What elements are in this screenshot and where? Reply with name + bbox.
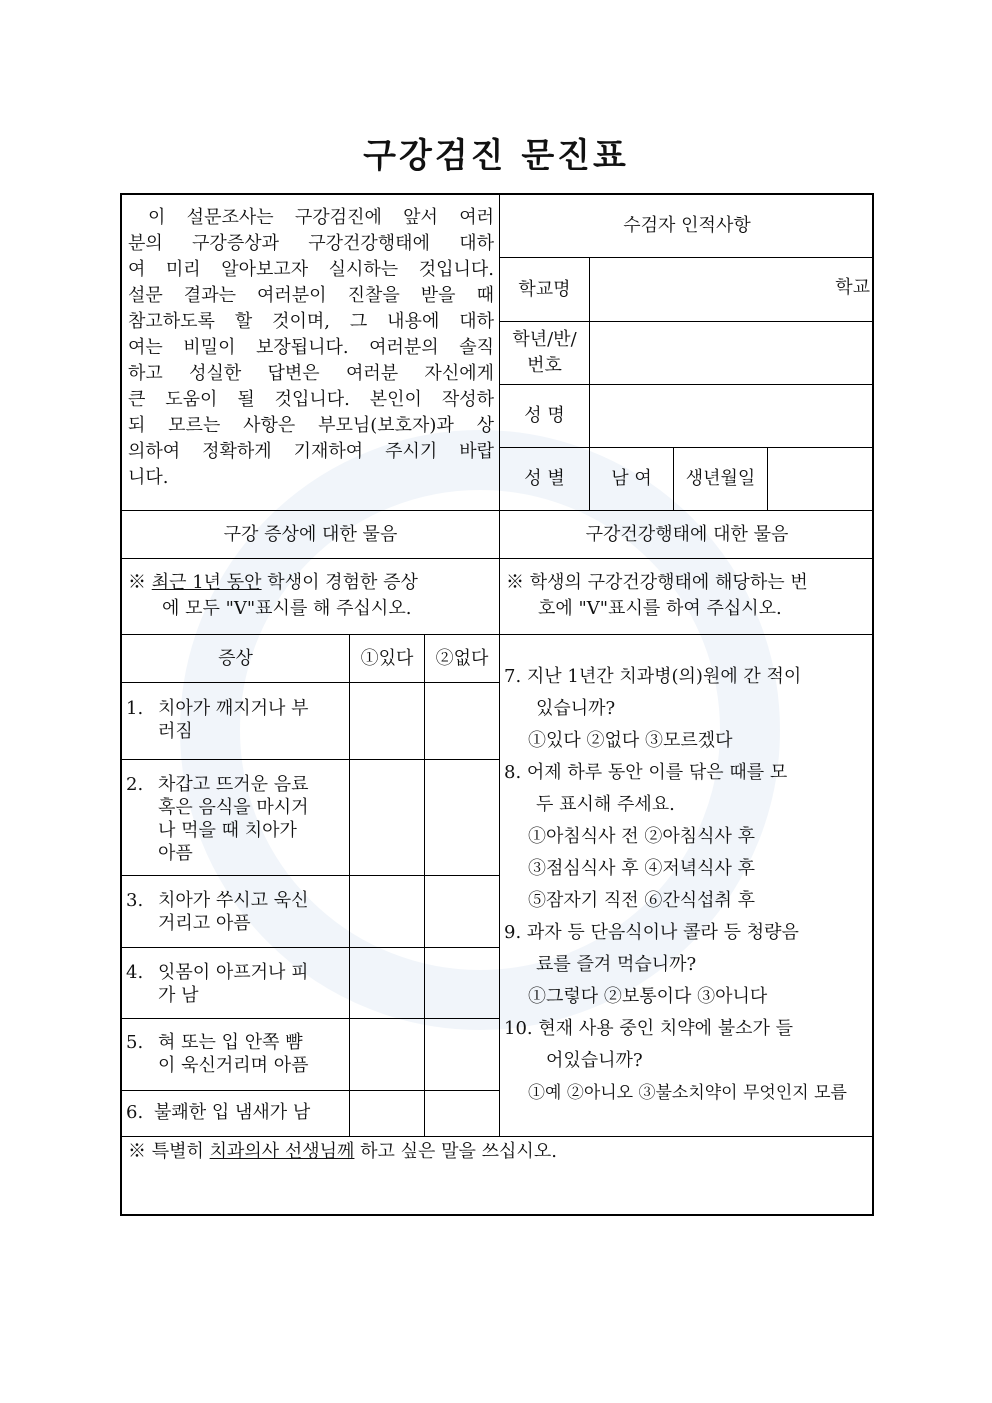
symptom-number: 2. <box>126 774 144 795</box>
symptom-text: 이 욱신거리며 아픔 <box>158 1055 309 1076</box>
name-field[interactable] <box>590 385 874 447</box>
symptom-text: 가 남 <box>158 985 199 1006</box>
comment-prompt <box>128 1139 868 1165</box>
note-rest: 학생이 경험한 증상 <box>261 572 418 593</box>
symptom-text: 치아가 쑤시고 욱신 <box>158 890 309 911</box>
comment-underlined: 치과의사 선생님께 <box>209 1141 355 1162</box>
symptom-text: 잇몸이 아프거나 피 <box>158 962 309 983</box>
symptom-text: 나 먹을 때 치아가 <box>158 820 297 841</box>
col-yes: ①있다 <box>360 647 414 669</box>
intro-line: 여는 비밀이 보장됩니다. 여러분의 솔직 <box>128 337 494 358</box>
question-text: 료를 즐겨 먹습니까? <box>536 954 697 975</box>
school-suffix: 학교 <box>835 277 870 298</box>
school-field[interactable] <box>592 275 870 301</box>
symptom-5-no-cell[interactable] <box>425 1019 499 1090</box>
birthdate-field[interactable] <box>768 448 874 510</box>
symptom-number: 6. <box>126 1102 144 1123</box>
symptom-text: 러짐 <box>158 721 193 742</box>
intro-line: 참고하도록 할 것이며, 그 내용에 대하 <box>128 311 494 332</box>
question-text: 8. 어제 하루 동안 이를 닦은 때를 모 <box>504 762 788 783</box>
name-label: 성 명 <box>524 405 565 426</box>
intro-line: 하고 성실한 답변은 여러분 자신에게 <box>128 363 494 384</box>
symptom-number: 4. <box>126 962 144 983</box>
grade-label-line1: 학년/반/ <box>512 329 577 350</box>
symptom-3-no-cell[interactable] <box>425 876 499 947</box>
symptom-1-yes-cell[interactable] <box>350 683 424 759</box>
symptom-note <box>128 570 496 596</box>
symptom-text: 불쾌한 입 냄새가 남 <box>154 1102 311 1123</box>
symptom-text: 차갑고 뜨거운 음료 <box>158 774 309 795</box>
symptom-6-yes-cell[interactable] <box>350 1091 424 1136</box>
questionnaire-form <box>120 193 874 1216</box>
symptom-number: 3. <box>126 890 144 911</box>
grade-class-number-field[interactable] <box>590 322 874 384</box>
symptom-6-no-cell[interactable] <box>425 1091 499 1136</box>
comment-field[interactable] <box>122 1167 874 1216</box>
question-text: 7. 지난 1년간 치과병(의)원에 간 적이 <box>504 666 802 687</box>
intro-line: 니다. <box>128 467 169 488</box>
comment-rest: 하고 싶은 말을 쓰십시오. <box>354 1141 557 1162</box>
symptom-1-no-cell[interactable] <box>425 683 499 759</box>
question-text: 있습니까? <box>536 698 616 719</box>
symptom-4-no-cell[interactable] <box>425 948 499 1018</box>
symptom-2-yes-cell[interactable] <box>350 760 424 875</box>
symptom-number: 1. <box>126 698 144 719</box>
intro-line: 이 설문조사는 구강검진에 앞서 여러 <box>148 207 494 228</box>
symptom-text: 거리고 아픔 <box>158 913 251 934</box>
symptom-text: 아픔 <box>158 843 193 864</box>
symptom-text: 혹은 음식을 마시거 <box>158 797 309 818</box>
note-underlined: 최근 1년 동안 <box>151 572 262 593</box>
answer-options[interactable]: ③점심식사 후 ④저녁식사 후 <box>528 858 756 879</box>
birthdate-label: 생년월일 <box>685 468 756 489</box>
behavior-note-line1: ※ 학생의 구강건강행태에 해당하는 번 <box>506 572 808 593</box>
answer-options[interactable]: ①있다 ②없다 ③모르겠다 <box>528 730 733 751</box>
gender-label: 성 별 <box>524 468 565 489</box>
personal-info-header: 수검자 인적사항 <box>623 215 751 236</box>
question-text: 어있습니까? <box>546 1050 643 1071</box>
question-text: 두 표시해 주세요. <box>536 794 675 815</box>
symptom-note-line2: 에 모두 "V"표시를 해 주십시오. <box>162 598 412 619</box>
question-text: 9. 과자 등 단음식이나 콜라 등 청량음 <box>504 922 799 943</box>
rule <box>122 558 874 559</box>
symptom-section-header: 구강 증상에 대한 물음 <box>223 523 398 545</box>
school-label: 학교명 <box>518 278 571 300</box>
rule <box>122 1136 874 1137</box>
symptom-text: 치아가 깨지거나 부 <box>158 698 309 719</box>
grade-label-line2: 번호 <box>527 355 562 376</box>
symptom-3-yes-cell[interactable] <box>350 876 424 947</box>
answer-options[interactable]: ①아침식사 전 ②아침식사 후 <box>528 826 756 847</box>
question-7 <box>504 661 872 1109</box>
symptom-number: 5. <box>126 1032 144 1053</box>
question-text: 10. 현재 사용 중인 치약에 불소가 들 <box>504 1018 793 1039</box>
behavior-section-header: 구강건강행태에 대한 물음 <box>585 523 789 545</box>
behavior-note-line2: 호에 "V"표시를 하여 주십시오. <box>538 598 782 619</box>
answer-options[interactable]: ①그렇다 ②보통이다 ③아니다 <box>528 986 768 1007</box>
symptom-5-yes-cell[interactable] <box>350 1019 424 1090</box>
intro-line: 분의 구강증상과 구강건강행태에 대하 <box>128 233 494 254</box>
comment-mark: ※ 특별히 <box>128 1141 210 1162</box>
gender-options[interactable]: 남 여 <box>611 468 652 489</box>
symptom-2-no-cell[interactable] <box>425 760 499 875</box>
col-no: ②없다 <box>435 647 489 669</box>
intro-line: 되 모르는 사항은 부모님(보호자)과 상 <box>128 415 494 436</box>
intro-line: 큰 도움이 될 것입니다. 본인이 작성하 <box>128 389 494 410</box>
intro-line: 여 미리 알아보고자 실시하는 것입니다. <box>128 259 494 280</box>
col-symptom: 증상 <box>218 647 253 669</box>
grade-class-number-label <box>500 322 589 384</box>
symptom-4-yes-cell[interactable] <box>350 948 424 1018</box>
page-title: 구강검진 문진표 <box>363 136 629 176</box>
answer-options[interactable]: ①예 ②아니오 ③불소치약이 무엇인지 모름 <box>528 1083 847 1103</box>
intro-line: 설문 결과는 여러분이 진찰을 받을 때 <box>128 285 494 306</box>
note-mark: ※ <box>128 572 146 593</box>
answer-options[interactable]: ⑤잠자기 직전 ⑥간식섭취 후 <box>528 890 756 911</box>
intro-line: 의하여 정확하게 기재하여 주시기 바랍 <box>128 441 494 462</box>
symptom-text: 혀 또는 입 안쪽 뺨 <box>158 1032 303 1053</box>
